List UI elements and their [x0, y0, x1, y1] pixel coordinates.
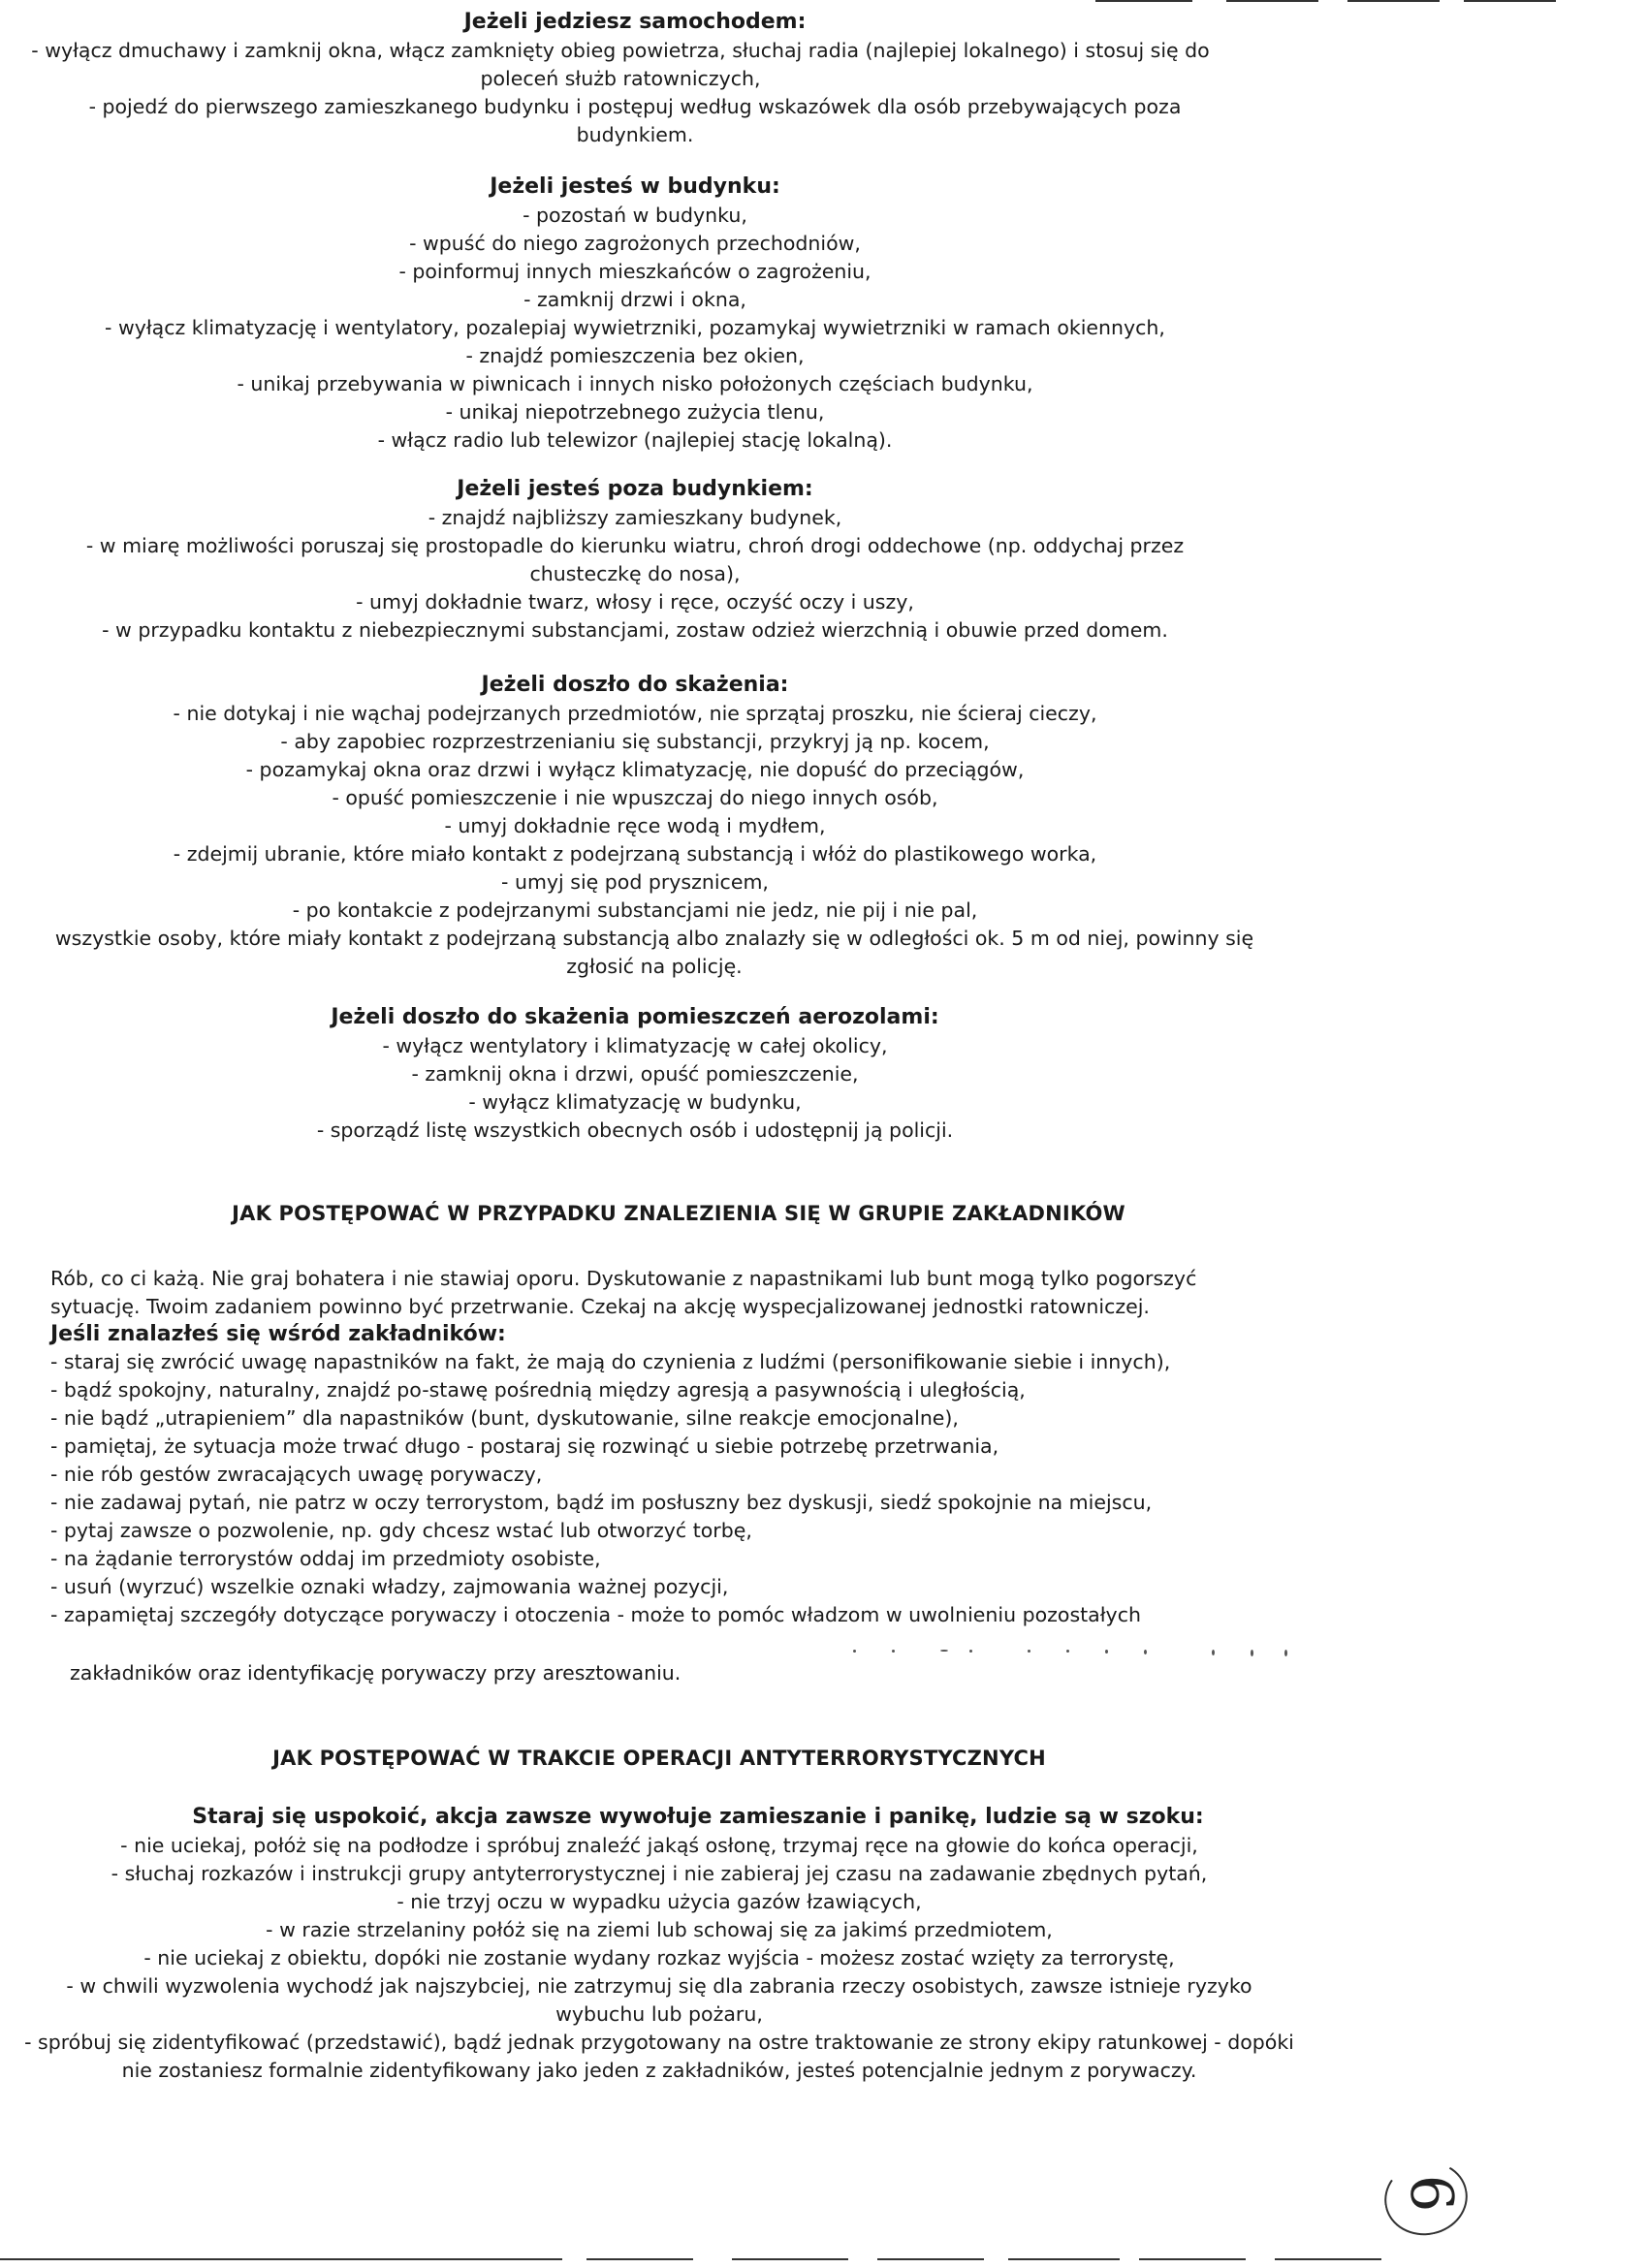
scan-speck — [1066, 1650, 1069, 1653]
building-line: - włącz radio lub telewizor (najlepiej stację lokalną). — [377, 428, 893, 452]
antiterror-line: - nie uciekaj, połóż się na podłodze i spróbuj znaleźć jakąś osłonę, trzymaj ręce na głowie do końca operacji, — [120, 1834, 1198, 1857]
scan-speck — [853, 1650, 856, 1653]
scan-rule-top — [1226, 0, 1318, 2]
heading-contamination: Jeżeli doszło do skażenia: — [481, 673, 789, 697]
heading-aerosol: Jeżeli doszło do skażenia pomieszczeń aerozolami: — [331, 1005, 939, 1029]
antiterror-title: JAK POSTĘPOWAĆ W TRAKCIE OPERACJI ANTYTERRORYSTYCZNYCH — [272, 1747, 1046, 1770]
heading-building: Jeżeli jesteś w budynku: — [490, 174, 780, 199]
building-line: - poinformuj innych mieszkańców o zagrożeniu, — [398, 260, 872, 283]
scan-speck — [1251, 1650, 1253, 1656]
contamination-line: - umyj dokładnie ręce wodą i mydłem, — [444, 814, 826, 837]
contamination-line: - opuść pomieszczenie i nie wpuszczaj do niego innych osób, — [332, 786, 938, 809]
contamination-line: - pozamykaj okna oraz drzwi i wyłącz klimatyzację, nie dopuść do przeciągów, — [245, 758, 1025, 781]
outside-line: - znajdź najbliższy zamieszkany budynek, — [428, 506, 842, 529]
hostage-intro-line: sytuację. Twoim zadaniem powinno być przetrwanie. Czekaj na akcję wyspecjalizowanej jednostki ratowniczej. — [50, 1295, 1150, 1318]
outside-line: - umyj dokładnie twarz, włosy i ręce, oczyść oczy i uszy, — [356, 590, 914, 614]
scan-speck — [940, 1650, 948, 1652]
scan-rule-bottom — [732, 2258, 848, 2260]
car-line: - wyłącz dmuchawy i zamknij okna, włącz zamknięty obieg powietrza, słuchaj radia (najlepiej lokalnego) i stosuj się do poleceń służb ratowniczych, — [31, 39, 1210, 90]
section-contamination — [0, 671, 1270, 981]
scan-rule-bottom — [1139, 2258, 1246, 2260]
hostage-line: - na żądanie terrorystów oddaj im przedmioty osobiste, — [50, 1547, 601, 1570]
scan-rule-bottom — [586, 2258, 693, 2260]
hostage-line: - usuń (wyrzuć) wszelkie oznaki władzy, zajmowania ważnej pozycji, — [50, 1575, 729, 1598]
outside-line: - w miarę możliwości poruszaj się prostopadle do kierunku wiatru, chroń drogi oddechowe (np. oddychaj przez chusteczkę do nosa), — [85, 534, 1185, 585]
hostage-intro-line: Rób, co ci każą. Nie graj bohatera i nie stawiaj oporu. Dyskutowanie z napastnikami lub bunt mogą tylko pogorszyć — [50, 1267, 1197, 1290]
contamination-line: - umyj się pod prysznicem, — [501, 870, 769, 894]
aerosol-line: - wyłącz klimatyzację w budynku, — [468, 1090, 802, 1114]
antiterror-subheading: Staraj się uspokoić, akcja zawsze wywołuje zamieszanie i panikę, ludzie są w szoku: — [192, 1805, 1204, 1829]
scan-rule-bottom — [0, 2258, 562, 2260]
heading-outside: Jeżeli jesteś poza budynkiem: — [457, 477, 813, 501]
scan-speck — [892, 1650, 895, 1653]
hostage-line: - nie bądź „utrapieniem” dla napastników (bunt, dyskutowanie, silne reakcje emocjonalne), — [50, 1406, 959, 1430]
scan-speck — [1212, 1650, 1215, 1655]
scan-rule-top — [1095, 0, 1192, 2]
scan-speck — [1144, 1650, 1147, 1654]
page-number: 6 — [1396, 2173, 1466, 2214]
hostage-line: - staraj się zwrócić uwagę napastników na fakt, że mają do czynienia z ludźmi (personifikowanie siebie i innych), — [50, 1350, 1171, 1373]
section-outside — [0, 475, 1270, 645]
hostage-continuation: zakładników oraz identyfikację porywaczy przy aresztowaniu. — [70, 1661, 681, 1685]
antiterror-line: - słuchaj rozkazów i instrukcji grupy antyterrorystycznej i nie zabieraj jej czasu na zadawanie zbędnych pytań, — [111, 1862, 1208, 1885]
aerosol-line: - sporządź listę wszystkich obecnych osób i udostępnij ją policji. — [316, 1118, 954, 1142]
building-line: - pozostań w budynku, — [523, 204, 747, 227]
car-line: - pojedź do pierwszego zamieszkanego budynku i postępuj według wskazówek dla osób przebywających poza budynkiem. — [88, 95, 1182, 146]
building-line: - unikaj przebywania w piwnicach i innych nisko położonych częściach budynku, — [237, 372, 1033, 395]
scan-speck — [1105, 1650, 1108, 1654]
building-line: - wyłącz klimatyzację i wentylatory, pozalepiaj wywietrzniki, pozamykaj wywietrzniki w ramach okiennych, — [105, 316, 1165, 339]
section-building — [0, 173, 1270, 455]
heading-car: Jeżeli jedziesz samochodem: — [463, 10, 807, 34]
hostage-line: - nie zadawaj pytań, nie patrz w oczy terrorystom, bądź im posłuszny bez dyskusji, siedź spokojnie na miejscu, — [50, 1491, 1153, 1514]
building-line: - unikaj niepotrzebnego zużycia tlenu, — [445, 400, 825, 424]
antiterror-line: - nie trzyj oczu w wypadku użycia gazów łzawiących, — [396, 1890, 922, 1913]
hostage-line: - nie rób gestów zwracających uwagę porywaczy, — [50, 1463, 543, 1486]
antiterror-line: - w chwili wyzwolenia wychodź jak najszybciej, nie zatrzymuj się dla zabrania rzeczy osobistych, zawsze istnieje ryzyko wybuchu lub pożaru, — [66, 1974, 1252, 2026]
scan-rule-bottom — [1275, 2258, 1381, 2260]
aerosol-line: - wyłącz wentylatory i klimatyzację w całej okolicy, — [382, 1034, 888, 1057]
hostage-title: JAK POSTĘPOWAĆ W PRZYPADKU ZNALEZIENIA SIĘ W GRUPIE ZAKŁADNIKÓW — [232, 1202, 1125, 1225]
hostage-line: - zapamiętaj szczegóły dotyczące porywaczy i otoczenia - może to pomóc władzom w uwolnieniu pozostałych — [50, 1603, 1141, 1626]
scan-rule-bottom — [1008, 2258, 1120, 2260]
scan-speck — [1284, 1650, 1287, 1656]
antiterror-line: - spróbuj się zidentyfikować (przedstawić), bądź jednak przygotowany na ostre traktowanie ze strony ekipy ratunkowej - dopóki nie zostaniesz formalnie zidentyfikowany jako jeden z zakładników, jesteś potencjalnie jednym z porywaczy. — [24, 2031, 1294, 2082]
section-hostage — [50, 1265, 1311, 1629]
hostage-line: - pytaj zawsze o pozwolenie, np. gdy chcesz wstać lub otworzyć torbę, — [50, 1519, 752, 1542]
antiterror-line: - w razie strzelaniny połóż się na ziemi lub schowaj się za jakimś przedmiotem, — [266, 1918, 1053, 1941]
building-line: - wpuść do niego zagrożonych przechodniów, — [409, 232, 861, 255]
scan-speck — [1028, 1650, 1030, 1653]
hostage-line: - bądź spokojny, naturalny, znajdź po-stawę pośrednią między agresją a pasywnością i uległością, — [50, 1378, 1026, 1402]
scan-rule-top — [1464, 0, 1556, 2]
scan-rule-bottom — [877, 2258, 984, 2260]
building-line: - znajdź pomieszczenia bez okien, — [465, 344, 805, 367]
aerosol-line: - zamknij okna i drzwi, opuść pomieszczenie, — [411, 1062, 859, 1086]
scan-rule-top — [1347, 0, 1440, 2]
contamination-line: - po kontakcie z podejrzanymi substancjami nie jedz, nie pij i nie pal, — [292, 898, 978, 922]
contamination-line: wszystkie osoby, które miały kontakt z podejrzaną substancją albo znalazły się w odległości ok. 5 m od niej, powinny się zgłosić na policję. — [54, 927, 1254, 978]
section-aerosol — [0, 1003, 1270, 1145]
antiterror-line: - nie uciekaj z obiektu, dopóki nie zostanie wydany rozkaz wyjścia - możesz zostać wzięty za terrorystę, — [143, 1946, 1175, 1969]
hostage-line: - pamiętaj, że sytuacja może trwać długo - postaraj się rozwinąć u siebie potrzebę przetrwania, — [50, 1434, 999, 1458]
hostage-subheading: Jeśli znalazłeś się wśród zakładników: — [50, 1322, 506, 1346]
outside-line: - w przypadku kontaktu z niebezpiecznymi substancjami, zostaw odzież wierzchnią i obuwie przed domem. — [102, 618, 1168, 642]
section-antiterror — [0, 1803, 1318, 2085]
contamination-line: - zdejmij ubranie, które miało kontakt z podejrzaną substancją i włóż do plastikowego worka, — [173, 842, 1097, 866]
section-car — [0, 8, 1270, 149]
scan-speck — [969, 1650, 972, 1653]
contamination-line: - aby zapobiec rozprzestrzenianiu się substancji, przykryj ją np. kocem, — [280, 730, 990, 753]
contamination-line: - nie dotykaj i nie wąchaj podejrzanych przedmiotów, nie sprzątaj proszku, nie ścieraj cieczy, — [173, 702, 1097, 725]
building-line: - zamknij drzwi i okna, — [523, 288, 746, 311]
